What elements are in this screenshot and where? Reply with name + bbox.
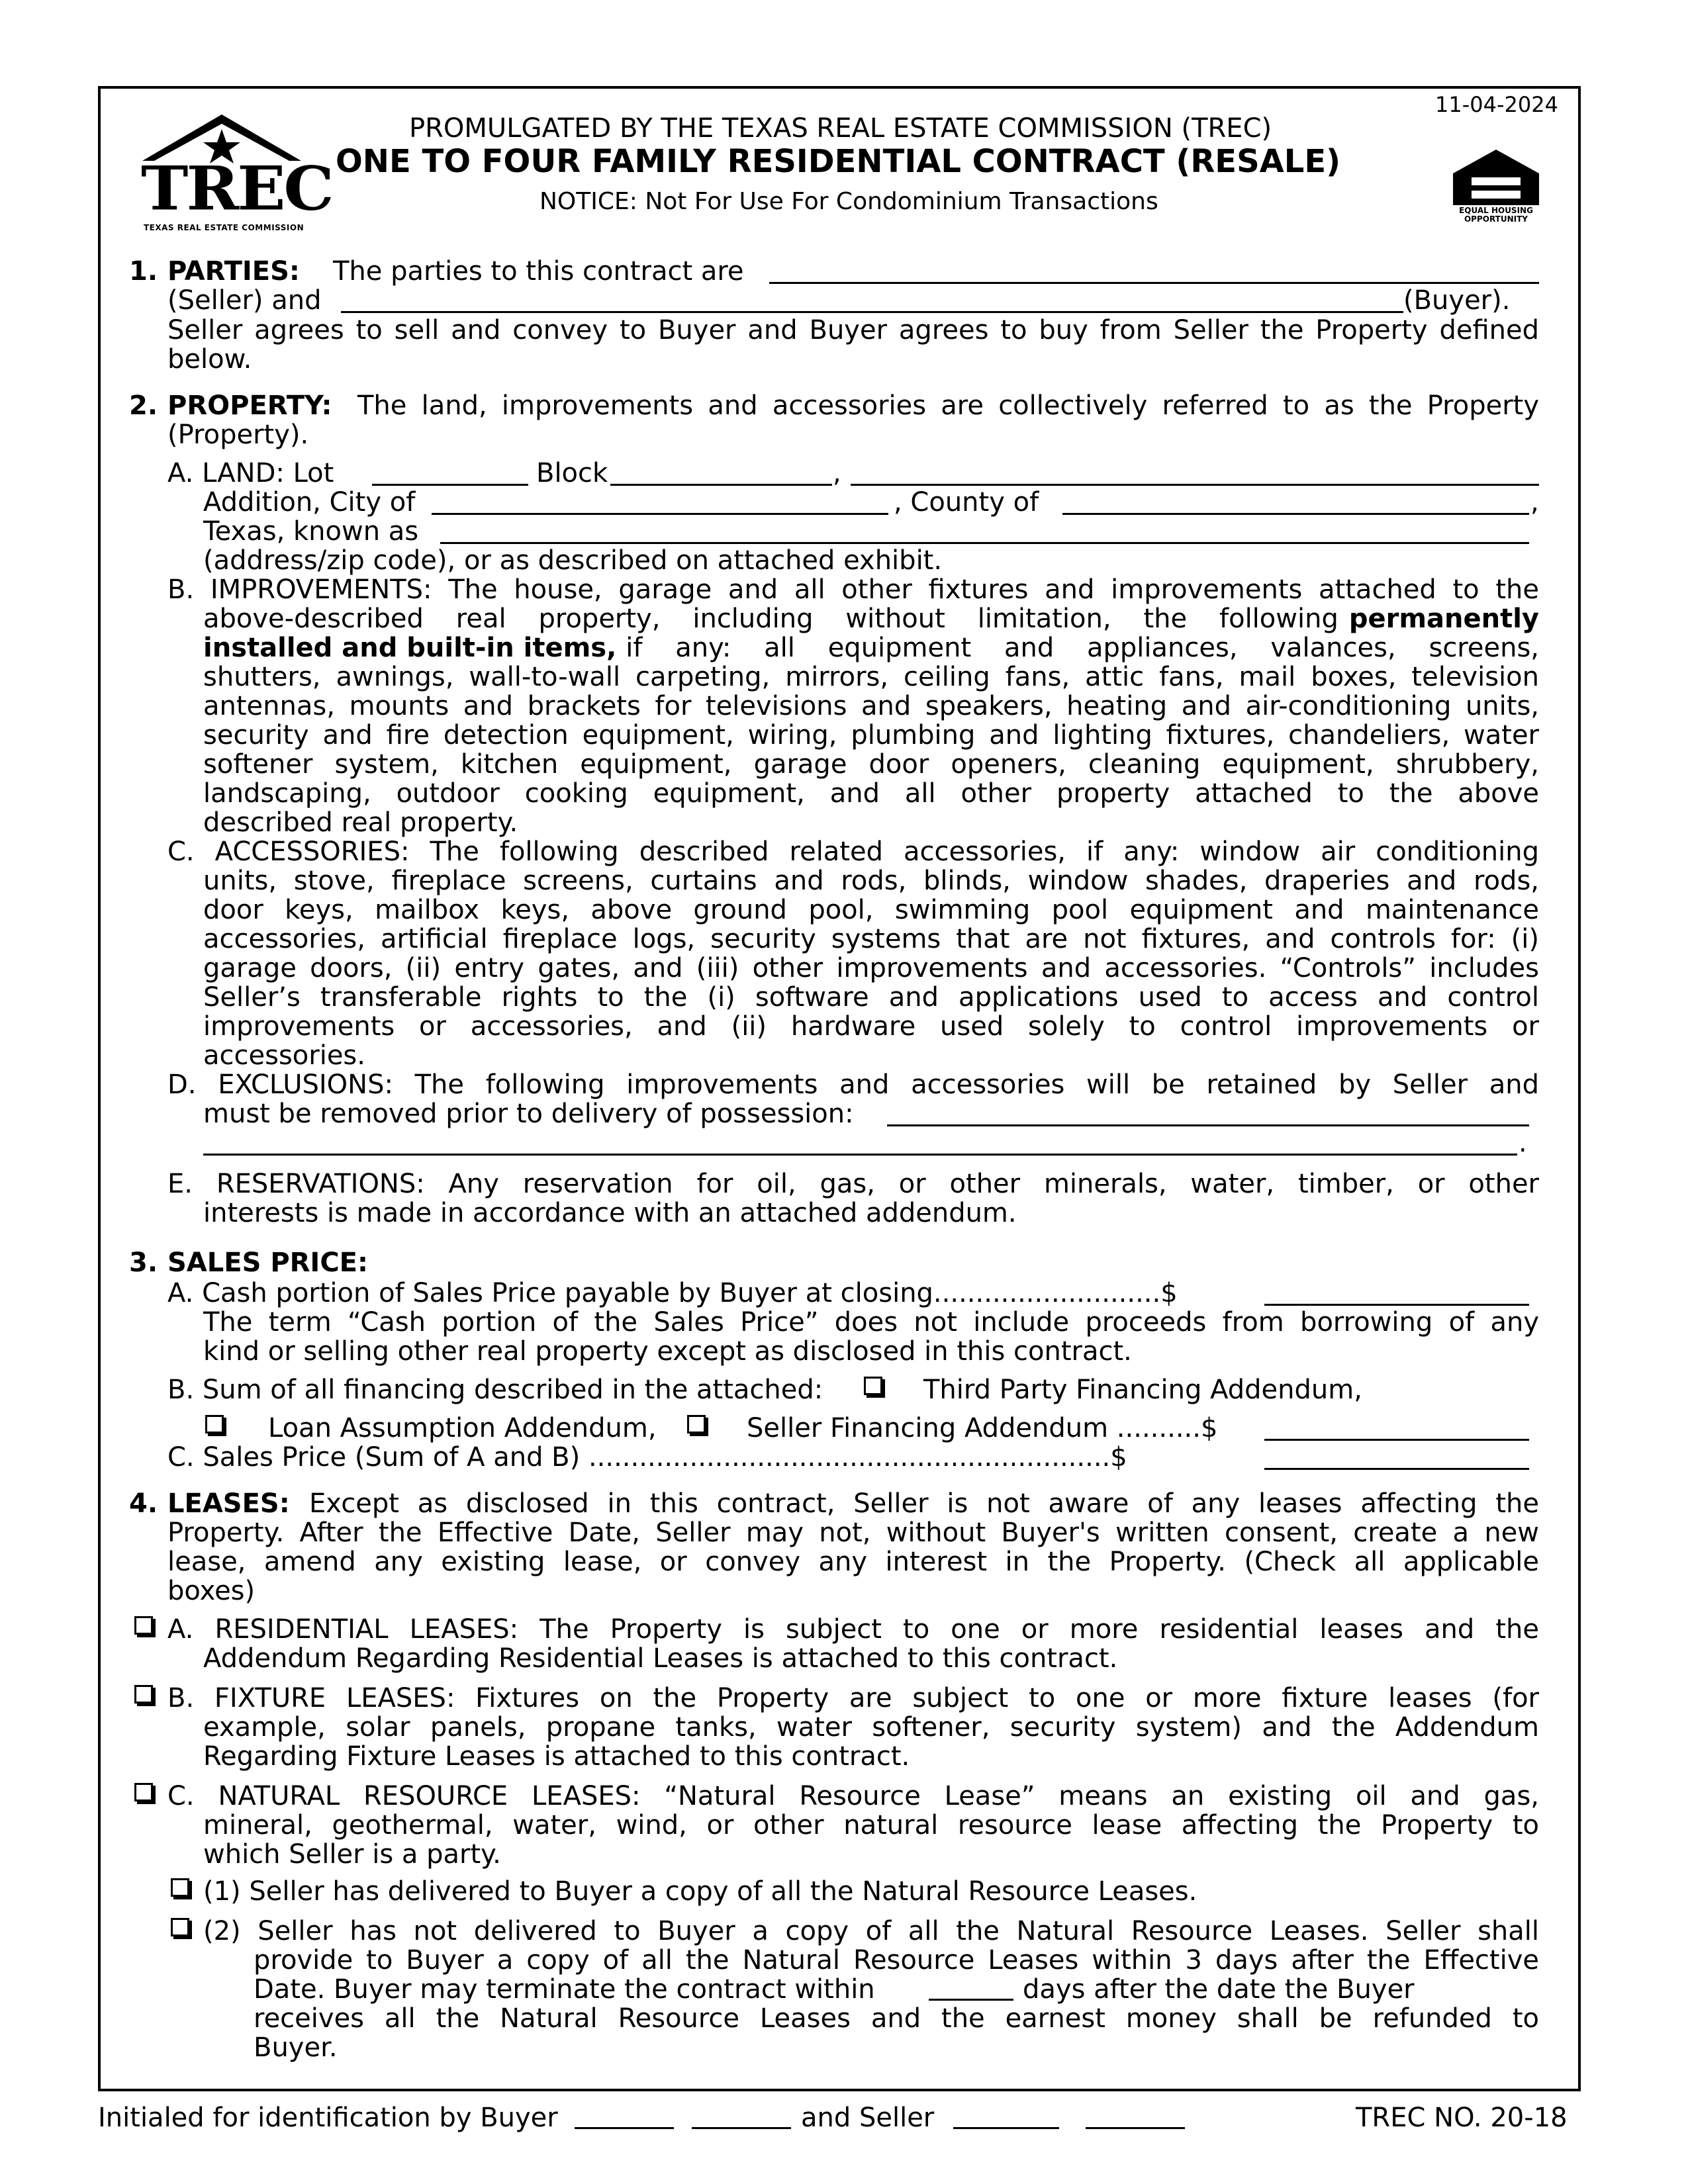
improvements-line-1: B. IMPROVEMENTS: The house, garage and all other fixtures and improvements attached to the (167, 574, 1539, 605)
equal-housing-logo (1446, 147, 1546, 226)
natural-resource-line-2: mineral, geothermal, water, wind, or other natural resource lease affecting the Property to (203, 1810, 1539, 1841)
parties-text: The parties to this contract are (333, 256, 744, 287)
accessories-line-5: garage doors, (ii) entry gates, and (iii) other improvements and accessories. “Controls” includes (203, 953, 1539, 983)
cash-portion-note-2: kind or selling other real property except as disclosed in this contract. (203, 1336, 1132, 1367)
buyer-initials-2[interactable] (692, 2127, 791, 2129)
land-label: A. LAND: Lot (167, 458, 334, 488)
nr-not-delivered-line-4: receives all the Natural Resource Leases and the earnest money shall be refunded to (254, 2003, 1539, 2034)
lot-field[interactable] (372, 484, 528, 486)
address-note: (address/zip code), or as described on attached exhibit. (203, 545, 943, 576)
nr-terminate-label: Date. Buyer may terminate the contract within (254, 1974, 875, 2005)
sales-price-field[interactable] (1264, 1468, 1529, 1470)
seller-name-field[interactable] (769, 282, 1539, 284)
seller-initials-2[interactable] (1086, 2127, 1185, 2129)
section-4-number: 4. (129, 1488, 158, 1519)
exclusions-field-1[interactable] (887, 1124, 1529, 1126)
eho-text: EQUAL HOUSING OPPORTUNITY (1459, 206, 1533, 224)
residential-leases-line-1: A. RESIDENTIAL LEASES: The Property is subject to one or more residential leases and the (167, 1614, 1539, 1645)
third-party-financing-checkbox[interactable] (864, 1377, 882, 1395)
buyer-initials-1[interactable] (575, 2127, 674, 2129)
buyer-label: (Buyer). (1403, 285, 1511, 316)
leases-intro-1: Except as disclosed in this contract, Seller is not aware of any leases affecting the (309, 1488, 1539, 1519)
fixture-leases-checkbox[interactable] (134, 1685, 153, 1704)
property-intro-end: (Property). (167, 420, 309, 450)
buyer-name-field[interactable] (341, 311, 1403, 313)
accessories-line-3: door keys, mailbox keys, above ground pool, swimming pool equipment and maintenance (203, 895, 1539, 925)
nr-delivered-label: (1) Seller has delivered to Buyer a copy of all the Natural Resource Leases. (203, 1876, 1197, 1907)
section-2-heading: PROPERTY: (167, 390, 332, 421)
promulgated-line: PROMULGATED BY THE TEXAS REAL ESTATE COMMISSION (TREC) (409, 113, 1272, 144)
natural-resource-line-1: C. NATURAL RESOURCE LEASES: “Natural Resource Lease” means an existing oil and gas, (167, 1781, 1539, 1811)
improvements-line-3 (203, 633, 1539, 662)
section-1-number: 1. (129, 256, 158, 287)
parties-agreement-text: Seller agrees to sell and convey to Buyer and Buyer agrees to buy from Seller the Property defined (167, 315, 1539, 345)
seller-financing-label: Seller Financing Addendum ..........$ (747, 1413, 1218, 1443)
natural-resource-leases-checkbox[interactable] (134, 1783, 153, 1801)
addition-field[interactable] (851, 484, 1539, 486)
third-party-financing-label: Third Party Financing Addendum, (923, 1375, 1362, 1405)
section-1-heading: PARTIES: (167, 256, 300, 287)
seller-financing-checkbox[interactable] (687, 1415, 706, 1433)
improvements-bold-1: permanently (1348, 604, 1539, 634)
trec-logo (136, 109, 332, 242)
natural-resource-line-3: which Seller is a party. (203, 1839, 501, 1870)
contract-title: ONE TO FOUR FAMILY RESIDENTIAL CONTRACT (RESALE) (336, 143, 1341, 180)
improvements-line-5: antennas, mounts and brackets for televisions and speakers, heating and air-conditioning units, (203, 691, 1539, 721)
nr-terminate-label-2: days after the date the Buyer (1023, 1974, 1415, 2005)
and-seller-label: and Seller (801, 2103, 935, 2133)
improvements-line-7: softener system, kitchen equipment, garage door openers, cleaning equipment, shrubbery, (203, 749, 1539, 780)
parties-agreement-text-end: below. (167, 344, 252, 375)
accessories-line-2: units, stove, fireplace screens, curtains and rods, blinds, window shades, draperies and rods, (203, 866, 1539, 896)
block-field[interactable] (610, 484, 832, 486)
exclusions-field-2[interactable] (203, 1154, 1517, 1156)
cash-portion-note-1: The term “Cash portion of the Sales Price” does not include proceeds from borrowing of any (203, 1307, 1539, 1338)
nr-not-delivered-checkbox[interactable] (171, 1918, 189, 1936)
residential-leases-checkbox[interactable] (134, 1616, 153, 1635)
section-2-number: 2. (129, 390, 158, 421)
known-as-label: Texas, known as (203, 516, 419, 547)
county-label: , County of (894, 487, 1039, 518)
logo-subtext: TEXAS REAL ESTATE COMMISSION (144, 223, 305, 232)
leases-intro-2: Property. After the Effective Date, Seller may not, without Buyer's written consent, create a new (167, 1518, 1539, 1548)
nr-delivered-checkbox[interactable] (171, 1878, 189, 1897)
address-field[interactable] (440, 542, 1529, 544)
exclusions-period: . (1519, 1128, 1527, 1158)
cash-portion-label: A. Cash portion of Sales Price payable by Buyer at closing...........................$ (167, 1278, 1178, 1308)
seller-label: (Seller) and (167, 285, 322, 316)
logo-text: TREC (141, 152, 332, 224)
exclusions-line-2: must be removed prior to delivery of possession: (203, 1099, 854, 1129)
financing-label: B. Sum of all financing described in the attached: (167, 1375, 823, 1405)
comma-2: , (1530, 487, 1539, 518)
improvements-line-9: described real property. (203, 807, 518, 838)
section-3-heading: SALES PRICE: (167, 1248, 368, 1278)
section-3-number: 3. (129, 1248, 158, 1278)
sales-price-label: C. Sales Price (Sum of A and B) ..............................................................$ (167, 1442, 1127, 1473)
section-4-heading: LEASES: (167, 1488, 290, 1519)
cash-portion-field[interactable] (1264, 1304, 1529, 1306)
improvements-line-6: security and fire detection equipment, wiring, plumbing and lighting fixtures, chandeliers, water (203, 720, 1539, 751)
loan-assumption-checkbox[interactable] (205, 1415, 224, 1433)
exclusions-line-1: D. EXCLUSIONS: The following improvements and accessories will be retained by Seller and (167, 1069, 1539, 1100)
financing-amount-field[interactable] (1264, 1439, 1529, 1441)
improvements-line-2 (203, 604, 1539, 633)
residential-leases-line-2: Addendum Regarding Residential Leases is attached to this contract. (203, 1643, 1118, 1674)
form-number: TREC NO. 20-18 (1356, 2103, 1568, 2133)
addition-city-label: Addition, City of (203, 487, 416, 518)
nr-not-delivered-line-2: provide to Buyer a copy of all the Natural Resource Leases within 3 days after the Effective (254, 1945, 1539, 1976)
nr-not-delivered-line-5: Buyer. (254, 2032, 338, 2063)
nr-days-field[interactable] (929, 1999, 1013, 2001)
nr-not-delivered-line-1: (2) Seller has not delivered to Buyer a copy of all the Natural Resource Leases. Seller shall (203, 1916, 1539, 1946)
comma-1: , (833, 458, 841, 488)
accessories-line-8: accessories. (203, 1040, 365, 1071)
form-date: 11-04-2024 (1435, 92, 1558, 117)
reservations-line-2: interests is made in accordance with an attached addendum. (203, 1198, 1017, 1228)
fixture-leases-line-3: Regarding Fixture Leases is attached to this contract. (203, 1741, 910, 1772)
reservations-line-1: E. RESERVATIONS: Any reservation for oil, gas, or other minerals, water, timber, or other (167, 1169, 1539, 1199)
accessories-line-1: C. ACCESSORIES: The following described related accessories, if any: window air conditioning (167, 837, 1539, 867)
accessories-line-4: accessories, artificial fireplace logs, security systems that are not fixtures, and controls for: (i) (203, 924, 1539, 954)
property-intro-text: The land, improvements and accessories are collectively referred to as the Property (357, 390, 1539, 421)
leases-intro-3: lease, amend any existing lease, or convey any interest in the Property. (Check all applicable (167, 1547, 1539, 1577)
initials-label: Initialed for identification by Buyer (98, 2103, 558, 2133)
improvements-line-2-text: above-described real property, including without limitation, the following (203, 604, 1338, 634)
county-field[interactable] (1062, 513, 1529, 515)
fixture-leases-line-1: B. FIXTURE LEASES: Fixtures on the Property are subject to one or more fixture leases (for (167, 1683, 1539, 1713)
seller-initials-1[interactable] (953, 2127, 1059, 2129)
accessories-line-6: Seller’s transferable rights to the (i) software and applications used to access and control (203, 982, 1539, 1013)
city-field[interactable] (432, 513, 888, 515)
leases-intro-4: boxes) (167, 1576, 256, 1606)
loan-assumption-label: Loan Assumption Addendum, (268, 1413, 657, 1443)
accessories-line-7: improvements or accessories, and (ii) hardware used solely to control improvements or (203, 1011, 1539, 1042)
improvements-line-8: landscaping, outdoor cooking equipment, and all other property attached to the above (203, 778, 1539, 809)
improvements-line-4: shutters, awnings, wall-to-wall carpeting, mirrors, ceiling fans, attic fans, mail boxes, television (203, 662, 1539, 692)
improvements-line-3-text: if any: all equipment and appliances, valances, screens, (626, 633, 1539, 663)
notice-line: NOTICE: Not For Use For Condominium Transactions (539, 188, 1158, 215)
improvements-bold-2: installed and built-in items, (203, 633, 617, 663)
block-label: Block (536, 458, 608, 488)
fixture-leases-line-2: example, solar panels, propane tanks, water softener, security system) and the Addendum (203, 1712, 1539, 1743)
